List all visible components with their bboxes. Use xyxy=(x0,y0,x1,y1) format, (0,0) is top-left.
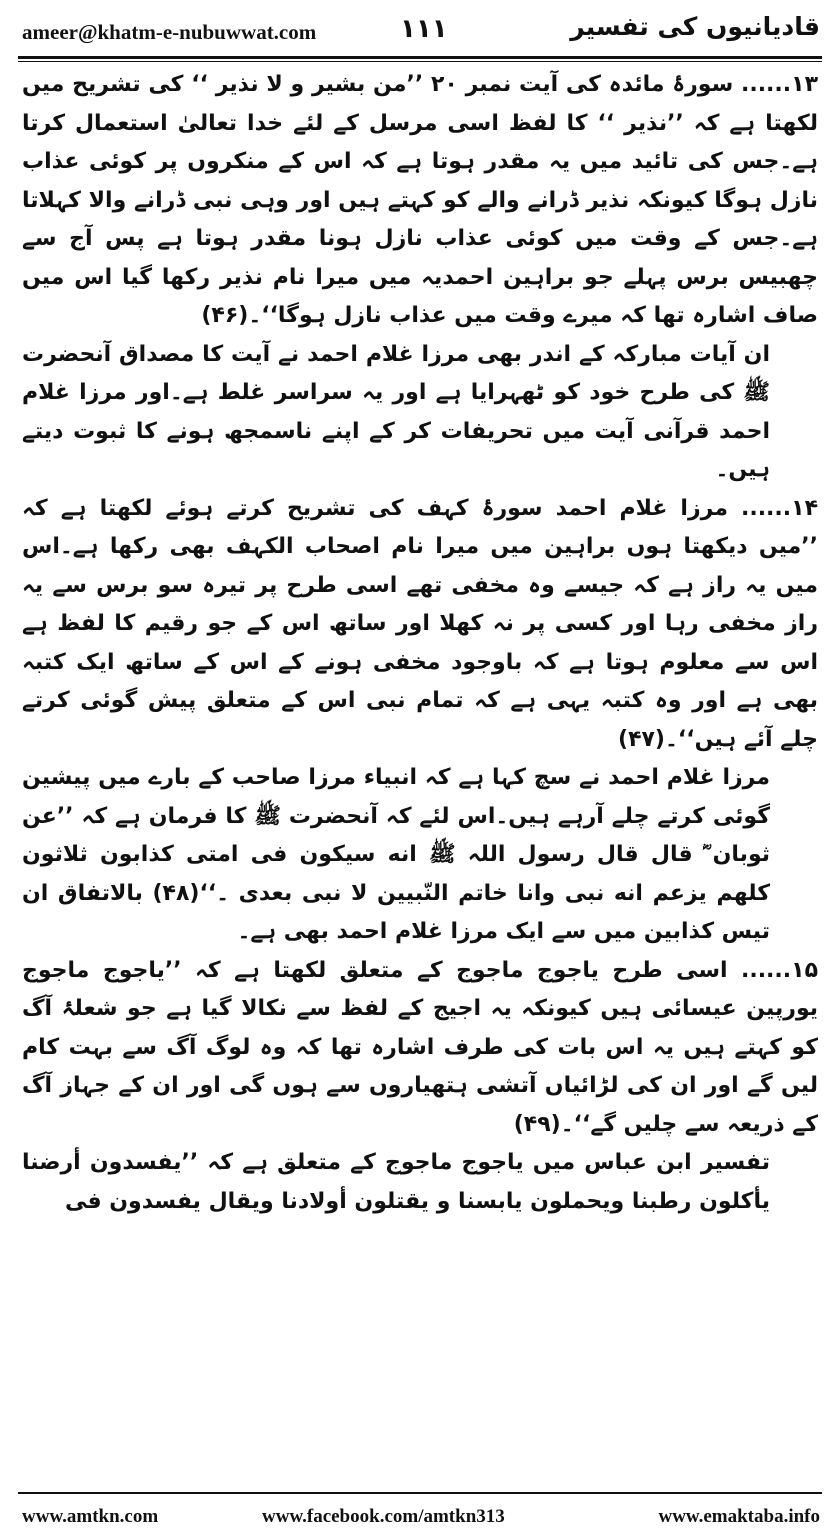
paragraph-13: ۱۳...... سورۂ مائدہ کی آیت نمبر ۲۰ ’’من بشیر و لا نذیر ‘‘ کی تشریح میں لکھتا ہے کہ ’’نذیر ‘‘ کا لفظ اسی مرسل کے لئے خدا تعالیٰ استعمال کرتا ہے۔جس کی تائید میں یہ مقدر ہوتا ہے کہ اس کے منکروں پر کوئی عذاب نازل ہوگا کیونکہ نذیر ڈرانے والے کو کہتے ہیں اور وہی نبی ڈرانے والا کہلاتا ہے۔جس کے وقت میں کوئی عذاب نازل ہونا مقدر ہوتا ہے پس آج سے چھبیس برس پہلے جو براہین احمدیہ میں میرا نام نذیر رکھا گیا اس میں صاف اشارہ تھا کہ میرے وقت میں عذاب نازل ہوگا‘‘۔(۴۶) xyxy=(22,72,818,328)
paragraph-commentary-1: ان آیات مبارکہ کے اندر بھی مرزا غلام احمد نے آیت کا مصداق آنحضرت ﷺ کی طرح خود کو ٹھہرایا ہے اور یہ سراسر غلط ہے۔اور مرزا غلام احمد قرآنی آیت میں تحریفات کر کے اپنے ناسمجھ ہونے کا ثبوت دیتے ہیں۔ xyxy=(22,341,770,482)
header-divider xyxy=(18,56,822,62)
page-body xyxy=(22,66,818,1482)
page-footer xyxy=(0,1502,840,1534)
page-number: ۱۱۱ xyxy=(400,14,448,44)
paragraph-commentary-3: تفسیر ابن عباس میں یاجوج ماجوج کے متعلق ہے کہ ’’یفسدون أرضنا یأکلون رطبنا ویحملون یابسنا و یقتلون أولادنا ویقال یفسدون فی xyxy=(22,1150,770,1214)
header-email: ameer@khatm-e-nubuwwat.com xyxy=(22,20,317,44)
paragraph-15: ۱۵...... اسی طرح یاجوج ماجوج کے متعلق لکھتا ہے کہ ’’یاجوج ماجوج یورپین عیسائی ہیں کیونکہ یہ اجیج کے لفظ سے نکالا گیا ہے جو شعلۂ آگ کو کہتے ہیں یہ اس بات کی طرف اشارہ تھا کہ وہ لوگ آگ سے بہت کام لیں گے اور ان کی لڑائیاں آتشی ہتھیاروں سے ہوں گی اور ان کے جہاز آگ کے ذریعہ سے چلیں گے‘‘۔(۴۹) xyxy=(22,957,818,1137)
footer-link-amtkn[interactable]: www.amtkn.com xyxy=(22,1506,159,1527)
footer-link-facebook[interactable]: www.facebook.com/amtkn313 xyxy=(262,1506,505,1527)
book-title: قادیانیوں کی تفسیر xyxy=(570,12,820,41)
page-header xyxy=(0,0,840,58)
footer-link-emaktaba[interactable]: www.emaktaba.info xyxy=(658,1506,820,1527)
paragraph-commentary-2: مرزا غلام احمد نے سچ کہا ہے کہ انبیاء مرزا صاحب کے بارے میں پیشین گوئی کرتے چلے آرہے ہیں۔اس لئے کہ آنحضرت ﷺ کا فرمان ہے کہ ’’عن ثوبان ؓ قال قال رسول اللہ ﷺ انه سیکون فی امتی کذابون ثلاثون کلهم یزعم انه نبی وانا خاتم النّبیین لا نبی بعدی ۔‘‘(۴۸) بالاتفاق ان تیس کذابین میں سے ایک مرزا غلام احمد بھی ہے۔ xyxy=(22,765,770,944)
footer-divider xyxy=(18,1492,822,1494)
paragraph-14: ۱۴...... مرزا غلام احمد سورۂ کہف کی تشریح کرتے ہوئے لکھتا ہے کہ ’’میں دیکھتا ہوں براہین میں میرا نام اصحاب الکہف بھی رکھا ہے۔اس میں یہ راز ہے کہ جیسے وہ مخفی تھے اسی طرح پر تیرہ سو برس سے یہ راز مخفی رہا اور کسی پر نہ کھلا اور ساتھ اس کے جو رقیم کا لفظ ہے اس سے معلوم ہوتا ہے کہ باوجود مخفی ہونے کے اس کے ساتھ ایک کتبہ بھی ہے اور وہ کتبہ یہی ہے کہ تمام نبی اس کے متعلق پیش گوئی کرتے چلے آئے ہیں‘‘۔(۴۷) xyxy=(22,495,818,752)
